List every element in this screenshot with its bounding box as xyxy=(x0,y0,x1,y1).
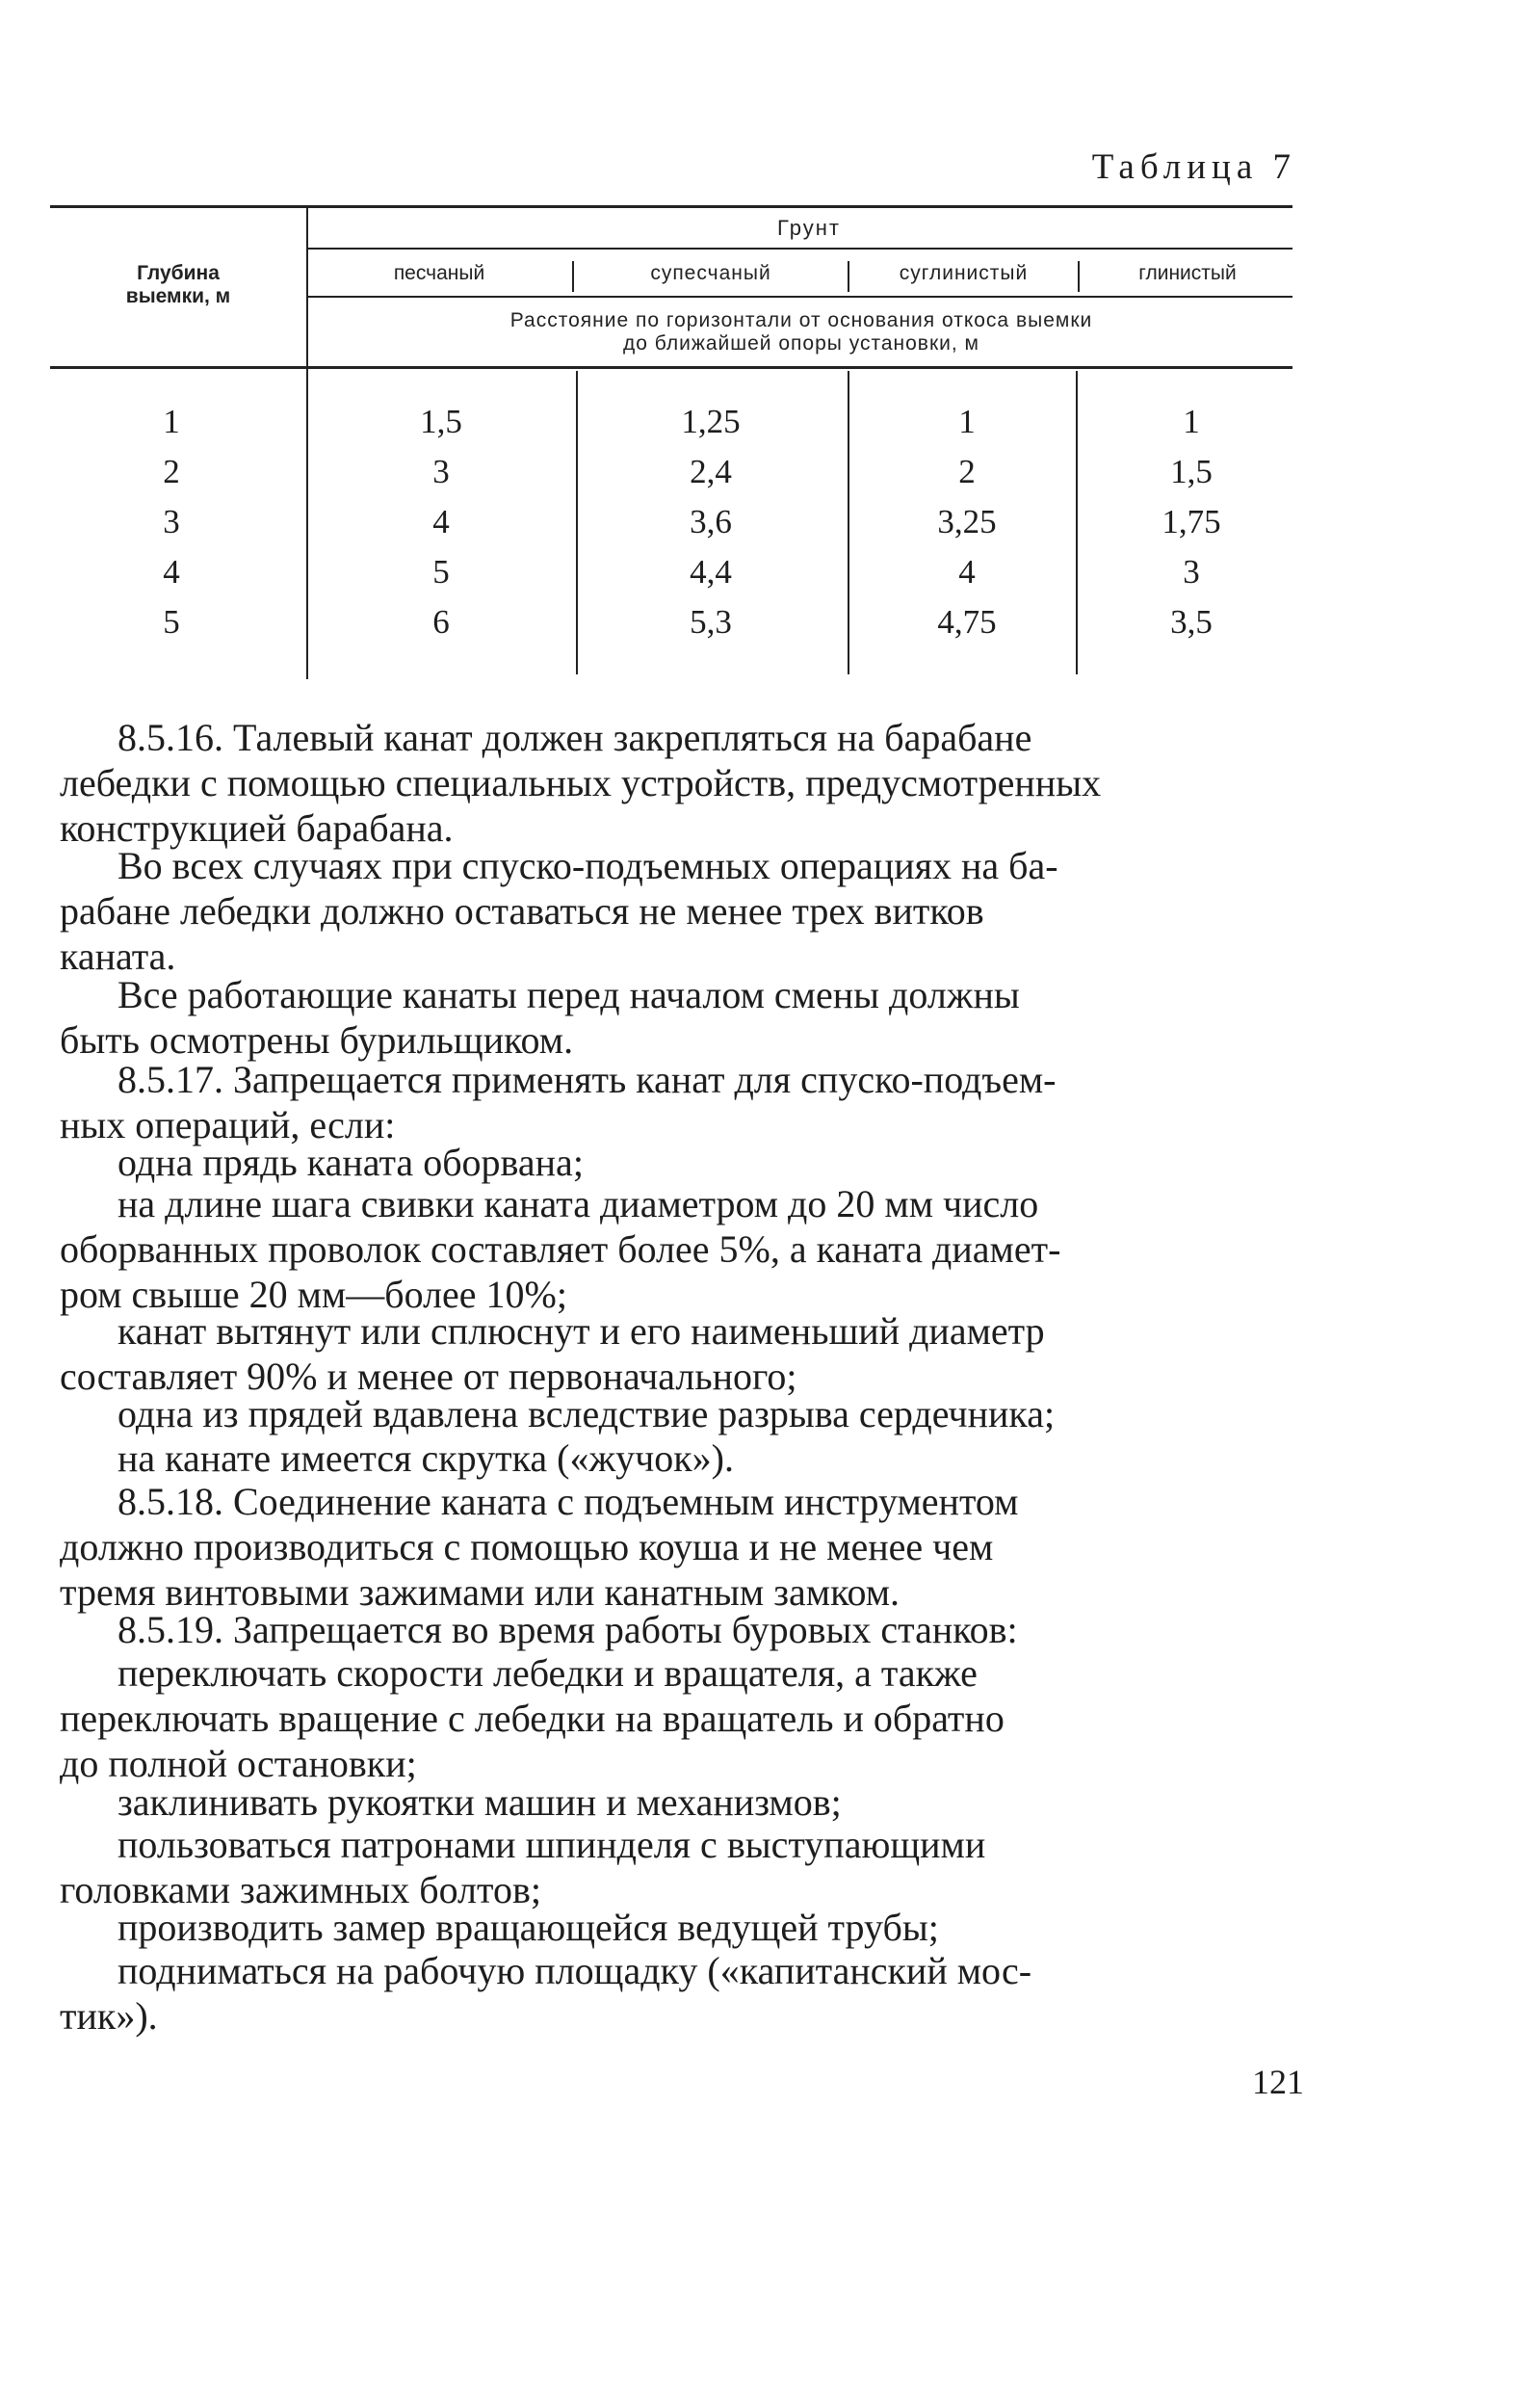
list-item xyxy=(60,1181,1302,1317)
text-line: подниматься на рабочую площадку («капитанский мос- xyxy=(117,1949,1032,1992)
soil-header-loam: суглинистый xyxy=(899,262,1029,284)
soil-group-header: Грунт xyxy=(777,216,841,240)
sandy-loam-cell: 2,4 xyxy=(690,453,732,490)
text-line: 8.5.16. Талевый канат должен закрепляться на барабане xyxy=(117,716,1032,759)
text-line: переключать вращение с лебедки на вращатель и обратно xyxy=(60,1697,1005,1740)
sandy-loam-cell: 1,25 xyxy=(681,403,741,440)
sandy-loam-cell: 3,6 xyxy=(690,503,732,540)
text-line: тремя винтовыми зажимами или канатным замком. xyxy=(60,1570,901,1614)
soil-divider-3 xyxy=(1076,371,1078,674)
depth-cell: 5 xyxy=(163,603,180,641)
depth-cell: 3 xyxy=(163,503,180,540)
soil-header-clay: глинистый xyxy=(1138,262,1237,284)
loam-cell: 4,75 xyxy=(937,603,997,641)
sand-cell: 4 xyxy=(432,503,450,540)
text-line: рабане лебедки должно оставаться не менее трех витков xyxy=(60,889,984,933)
text-line: ных операций, если: xyxy=(60,1103,396,1146)
depth-header-line-1: Глубина xyxy=(137,262,220,284)
list-item xyxy=(60,1140,1302,1185)
text-line: каната. xyxy=(60,935,176,978)
soil-names-rule xyxy=(306,296,1292,298)
text-line: составляет 90% и менее от первоначального; xyxy=(60,1355,797,1398)
text-line: быть осмотрены бурильщиком. xyxy=(60,1018,574,1062)
text-line: 8.5.18. Соединение каната с подъемным инструментом xyxy=(117,1480,1019,1523)
text-line: заклинивать рукоятки машин и механизмов; xyxy=(117,1780,842,1824)
list-item xyxy=(60,1435,1302,1481)
text-line: производить замер вращающейся ведущей трубы; xyxy=(117,1906,939,1949)
text-line: на канате имеется скрутка («жучок»). xyxy=(117,1436,734,1480)
text-line: лебедки с помощью специальных устройств, предусмотренных xyxy=(60,761,1102,804)
list-item xyxy=(60,1391,1302,1436)
paragraph-8-5-18 xyxy=(60,1479,1302,1615)
distance-header-line-2: до ближайшей опоры установки, м xyxy=(622,332,979,355)
paragraph-8-5-17 xyxy=(60,1057,1302,1147)
list-item xyxy=(60,1779,1302,1825)
text-line: Во всех случаях при спуско-подъемных операциях на ба- xyxy=(117,844,1058,887)
depth-column-divider xyxy=(306,207,308,679)
clay-cell: 3 xyxy=(1183,553,1200,591)
depth-cell: 4 xyxy=(163,553,180,591)
text-line: переключать скорости лебедки и вращателя, а также xyxy=(117,1651,978,1695)
sand-cell: 3 xyxy=(432,453,450,490)
soil-header-sandy-loam: супесчаный xyxy=(650,262,771,284)
list-item xyxy=(60,1308,1302,1399)
text-line: Все работающие канаты перед началом смены должны xyxy=(117,973,1020,1016)
sand-cell: 5 xyxy=(432,553,450,591)
sandy-loam-cell: 4,4 xyxy=(690,553,732,591)
text-line: ром свыше 20 мм—более 10%; xyxy=(60,1273,567,1316)
text-line: пользоваться патронами шпинделя с выступающими xyxy=(117,1823,986,1866)
text-line: одна из прядей вдавлена вследствие разрыва сердечника; xyxy=(117,1392,1056,1435)
paragraph-8-5-16 xyxy=(60,715,1302,851)
depth-header xyxy=(58,262,299,308)
sandy-loam-cell: 5,3 xyxy=(690,603,732,641)
text-line: 8.5.19. Запрещается во время работы буровых станков: xyxy=(117,1608,1018,1651)
text-line: тик»). xyxy=(60,1994,158,2038)
text-line: канат вытянут или сплюснут и его наименьший диаметр xyxy=(117,1309,1045,1353)
sand-cell: 1,5 xyxy=(420,403,462,440)
depth-cell: 2 xyxy=(163,453,180,490)
list-item xyxy=(60,1650,1302,1786)
loam-cell: 2 xyxy=(958,453,976,490)
table-caption: Таблица 7 xyxy=(1091,147,1296,187)
text-line: до полной остановки; xyxy=(60,1742,417,1785)
text-line: оборванных проволок составляет более 5%, а каната диамет- xyxy=(60,1227,1061,1271)
text-line: одна прядь каната оборвана; xyxy=(117,1141,584,1184)
depth-header-line-2: выемки, м xyxy=(125,285,231,307)
distance-header-line-1: Расстояние по горизонтали от основания откоса выемки xyxy=(509,309,1093,331)
distance-header xyxy=(310,309,1292,355)
paragraph-inspection xyxy=(60,972,1302,1063)
paragraph-turns xyxy=(60,843,1302,979)
table-header-bottom-rule xyxy=(50,366,1292,369)
text-line: 8.5.17. Запрещается применять канат для спуско-подъем- xyxy=(117,1058,1057,1101)
text-line: головками зажимных болтов; xyxy=(60,1868,541,1911)
paragraph-8-5-19 xyxy=(60,1607,1302,1652)
soil-divider-1-header xyxy=(572,261,574,292)
clay-cell: 1 xyxy=(1183,403,1200,440)
list-item xyxy=(60,1822,1302,1912)
list-item xyxy=(60,1905,1302,1950)
soil-divider-2 xyxy=(848,371,849,674)
list-item xyxy=(60,1948,1302,2039)
soil-divider-3-header xyxy=(1078,261,1080,292)
clay-cell: 1,75 xyxy=(1162,503,1221,540)
soil-header-sand: песчаный xyxy=(393,262,485,284)
soil-group-rule xyxy=(306,248,1292,250)
page-number: 121 xyxy=(1252,2063,1304,2101)
loam-cell: 1 xyxy=(958,403,976,440)
depth-cell: 1 xyxy=(163,403,180,440)
soil-divider-1 xyxy=(576,371,578,674)
text-line: на длине шага свивки каната диаметром до 20 мм число xyxy=(117,1182,1039,1225)
soil-divider-2-header xyxy=(848,261,849,292)
text-line: конструкцией барабана. xyxy=(60,806,454,850)
clay-cell: 3,5 xyxy=(1170,603,1213,641)
text-line: должно производиться с помощью коуша и не менее чем xyxy=(60,1525,994,1568)
table-top-rule xyxy=(50,205,1292,208)
loam-cell: 3,25 xyxy=(937,503,997,540)
loam-cell: 4 xyxy=(958,553,976,591)
clay-cell: 1,5 xyxy=(1170,453,1213,490)
sand-cell: 6 xyxy=(432,603,450,641)
